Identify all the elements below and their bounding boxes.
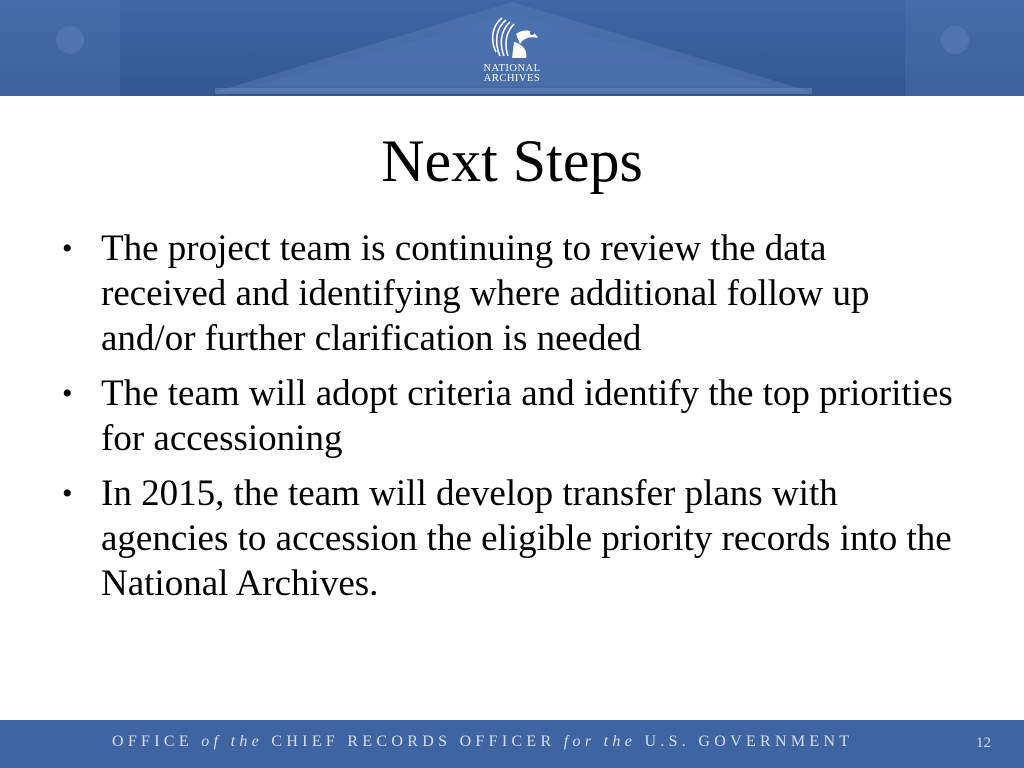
page-number: 12 [976,735,991,751]
bullet-text: The project team is continuing to review the data received and identifying where additional follow up and/or further clarification is needed [101,228,870,359]
bullet-icon: • [62,477,73,510]
bullet-text: The team will adopt criteria and identify the top priorities for accessioning [101,373,953,459]
bullet-text: In 2015, the team will develop transfer plans with agencies to accession the eligible priority records into the National Archives. [101,473,952,604]
footer-office-text [112,733,932,751]
bullet-icon: • [62,232,73,265]
header-banner [0,0,1024,96]
bullet-item [60,226,960,361]
footer-part-italic: of the [201,733,264,750]
national-archives-logo [470,12,554,88]
footer-part-italic: for the [563,733,637,750]
bullet-item [60,471,960,606]
bullet-icon: • [62,377,73,410]
eagle-icon [470,12,554,62]
bullet-list [60,226,960,616]
logo-text-archives: ARCHIVES [483,73,541,84]
slide-title: Next Steps [381,128,643,194]
footer-part: OFFICE [112,733,193,750]
footer-part: U.S. GOVERNMENT [644,733,854,750]
logo-text-national: NATIONAL [483,63,541,74]
footer-part: CHIEF RECORDS OFFICER [271,733,556,750]
bullet-item [60,371,960,461]
footer-bar [0,720,1024,768]
